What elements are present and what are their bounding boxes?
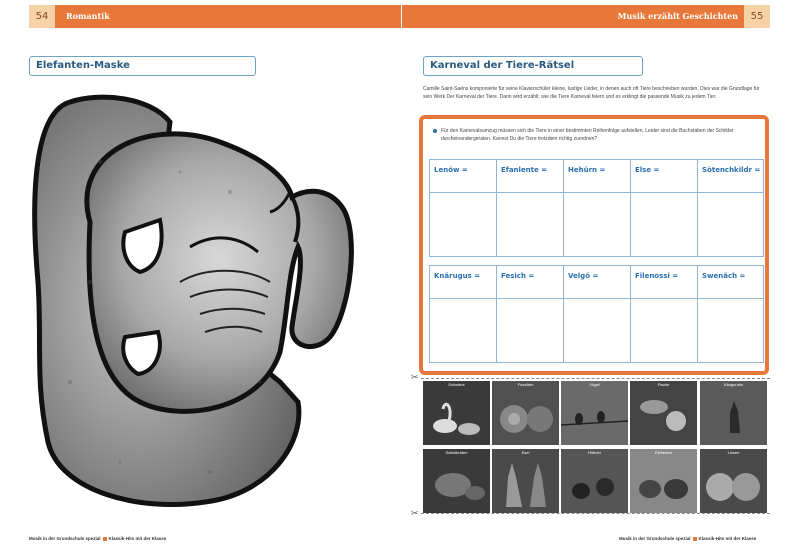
photo-card[interactable] [423,381,490,445]
elephant-mask-illustration [30,82,375,512]
scissors-icon: ✂ [411,508,419,518]
turtle-photo [423,449,490,513]
anagram-cell[interactable] [430,160,497,256]
page-number-right: 55 [744,5,770,28]
photo-caption: Fische [657,382,670,387]
photo-caption: Schwäne [448,382,465,387]
anagram-word: Efanlente = [501,166,548,174]
photo-card[interactable] [492,381,559,445]
anagram-grid-row-1 [429,159,764,257]
photo-caption: Löwen [727,450,740,455]
photo-caption: Fossilien [517,382,534,387]
anagram-word: Swenäch = [702,272,746,280]
anagram-cell[interactable] [698,266,764,362]
anagram-cell[interactable] [497,160,564,256]
task-text: Für den Karnevalsumzug müssen sich die Tiere in einer bestimmten Reihenfolge aufstellen. Leider sind die Buchstaben der Schilder durcheinandergeraten. Kannst Du die Tiere trotzdem richtig zuordnen? [441,128,734,142]
photo-caption: Elefanten [655,450,672,455]
donkey-photo [492,449,559,513]
fish-photo [630,381,697,445]
scissors-icon: ✂ [411,372,419,382]
section-title-left: Romantik [66,11,110,21]
bird-photo [561,381,628,445]
anagram-word: Sötenchkildr = [702,166,761,174]
photo-caption: Esel [521,450,530,455]
anagram-word: Fesich = [501,272,535,280]
swan-photo [423,381,490,445]
puzzle-frame [419,115,769,375]
photo-card[interactable] [561,449,628,513]
photo-card[interactable] [630,449,697,513]
anagram-cell[interactable] [564,266,631,362]
anagram-cell[interactable] [631,160,698,256]
footer-magazine: Musik in der Grundschule spezial [619,536,691,541]
anagram-word: Knärugus = [434,272,481,280]
photo-card[interactable] [700,381,767,445]
footer-magazine: Musik in der Grundschule spezial [29,536,101,541]
bullet-icon [433,129,437,133]
anagram-cell[interactable] [631,266,698,362]
anagram-word: Velgö = [568,272,599,280]
fossil-photo [492,381,559,445]
section-title-right: Musik erzählt Geschichten [617,11,738,21]
elephant-photo [630,449,697,513]
heading-elefanten-maske: Elefanten-Maske [29,56,256,76]
photo-card[interactable] [423,449,490,513]
photo-caption: Känguruhs [723,382,744,387]
anagram-cell[interactable] [564,160,631,256]
footer-square-icon [103,537,107,541]
anagram-word: Filenossi = [635,272,679,280]
anagram-grid-row-2 [429,265,764,363]
anagram-word: Lenöw = [434,166,468,174]
kangaroo-photo [700,381,767,445]
photo-card[interactable] [561,381,628,445]
heading-karneval-raetsel: Karneval der Tiere-Rätsel [423,56,643,76]
footer-left [29,536,166,541]
photo-card[interactable] [700,449,767,513]
photo-caption: Vögel [589,382,600,387]
footer-title: Klassik-Hits mit der Klasse [108,536,167,541]
anagram-cell[interactable] [698,160,764,256]
footer-right [619,536,756,541]
footer-title: Klassik-Hits mit der Klasse [698,536,757,541]
photo-caption: Schildkröten [445,450,468,455]
lion-photo [700,449,767,513]
photo-card[interactable] [492,449,559,513]
photo-card[interactable] [630,381,697,445]
animal-photo-cards [421,378,770,514]
anagram-cell[interactable] [430,266,497,362]
anagram-word: Hehürn = [568,166,606,174]
task-instruction [433,127,758,143]
photo-caption: Hühner [587,450,602,455]
page-number-left: 54 [29,5,55,28]
intro-paragraph: Camille Saint-Saëns komponierte für seine Klavierschüler kleine, lustige Lieder, in denen auch oft Tiere beschrieben wurden. Dies war die Grundlage für sein Werk Der Karneval der Tiere. Darin wird erzählt, wie die Tiere Karneval feiern und es erklingt die passende Musik zu jedem Tier. [423,86,760,100]
footer-square-icon [693,537,697,541]
anagram-cell[interactable] [497,266,564,362]
anagram-word: Else = [635,166,660,174]
chicken-photo [561,449,628,513]
